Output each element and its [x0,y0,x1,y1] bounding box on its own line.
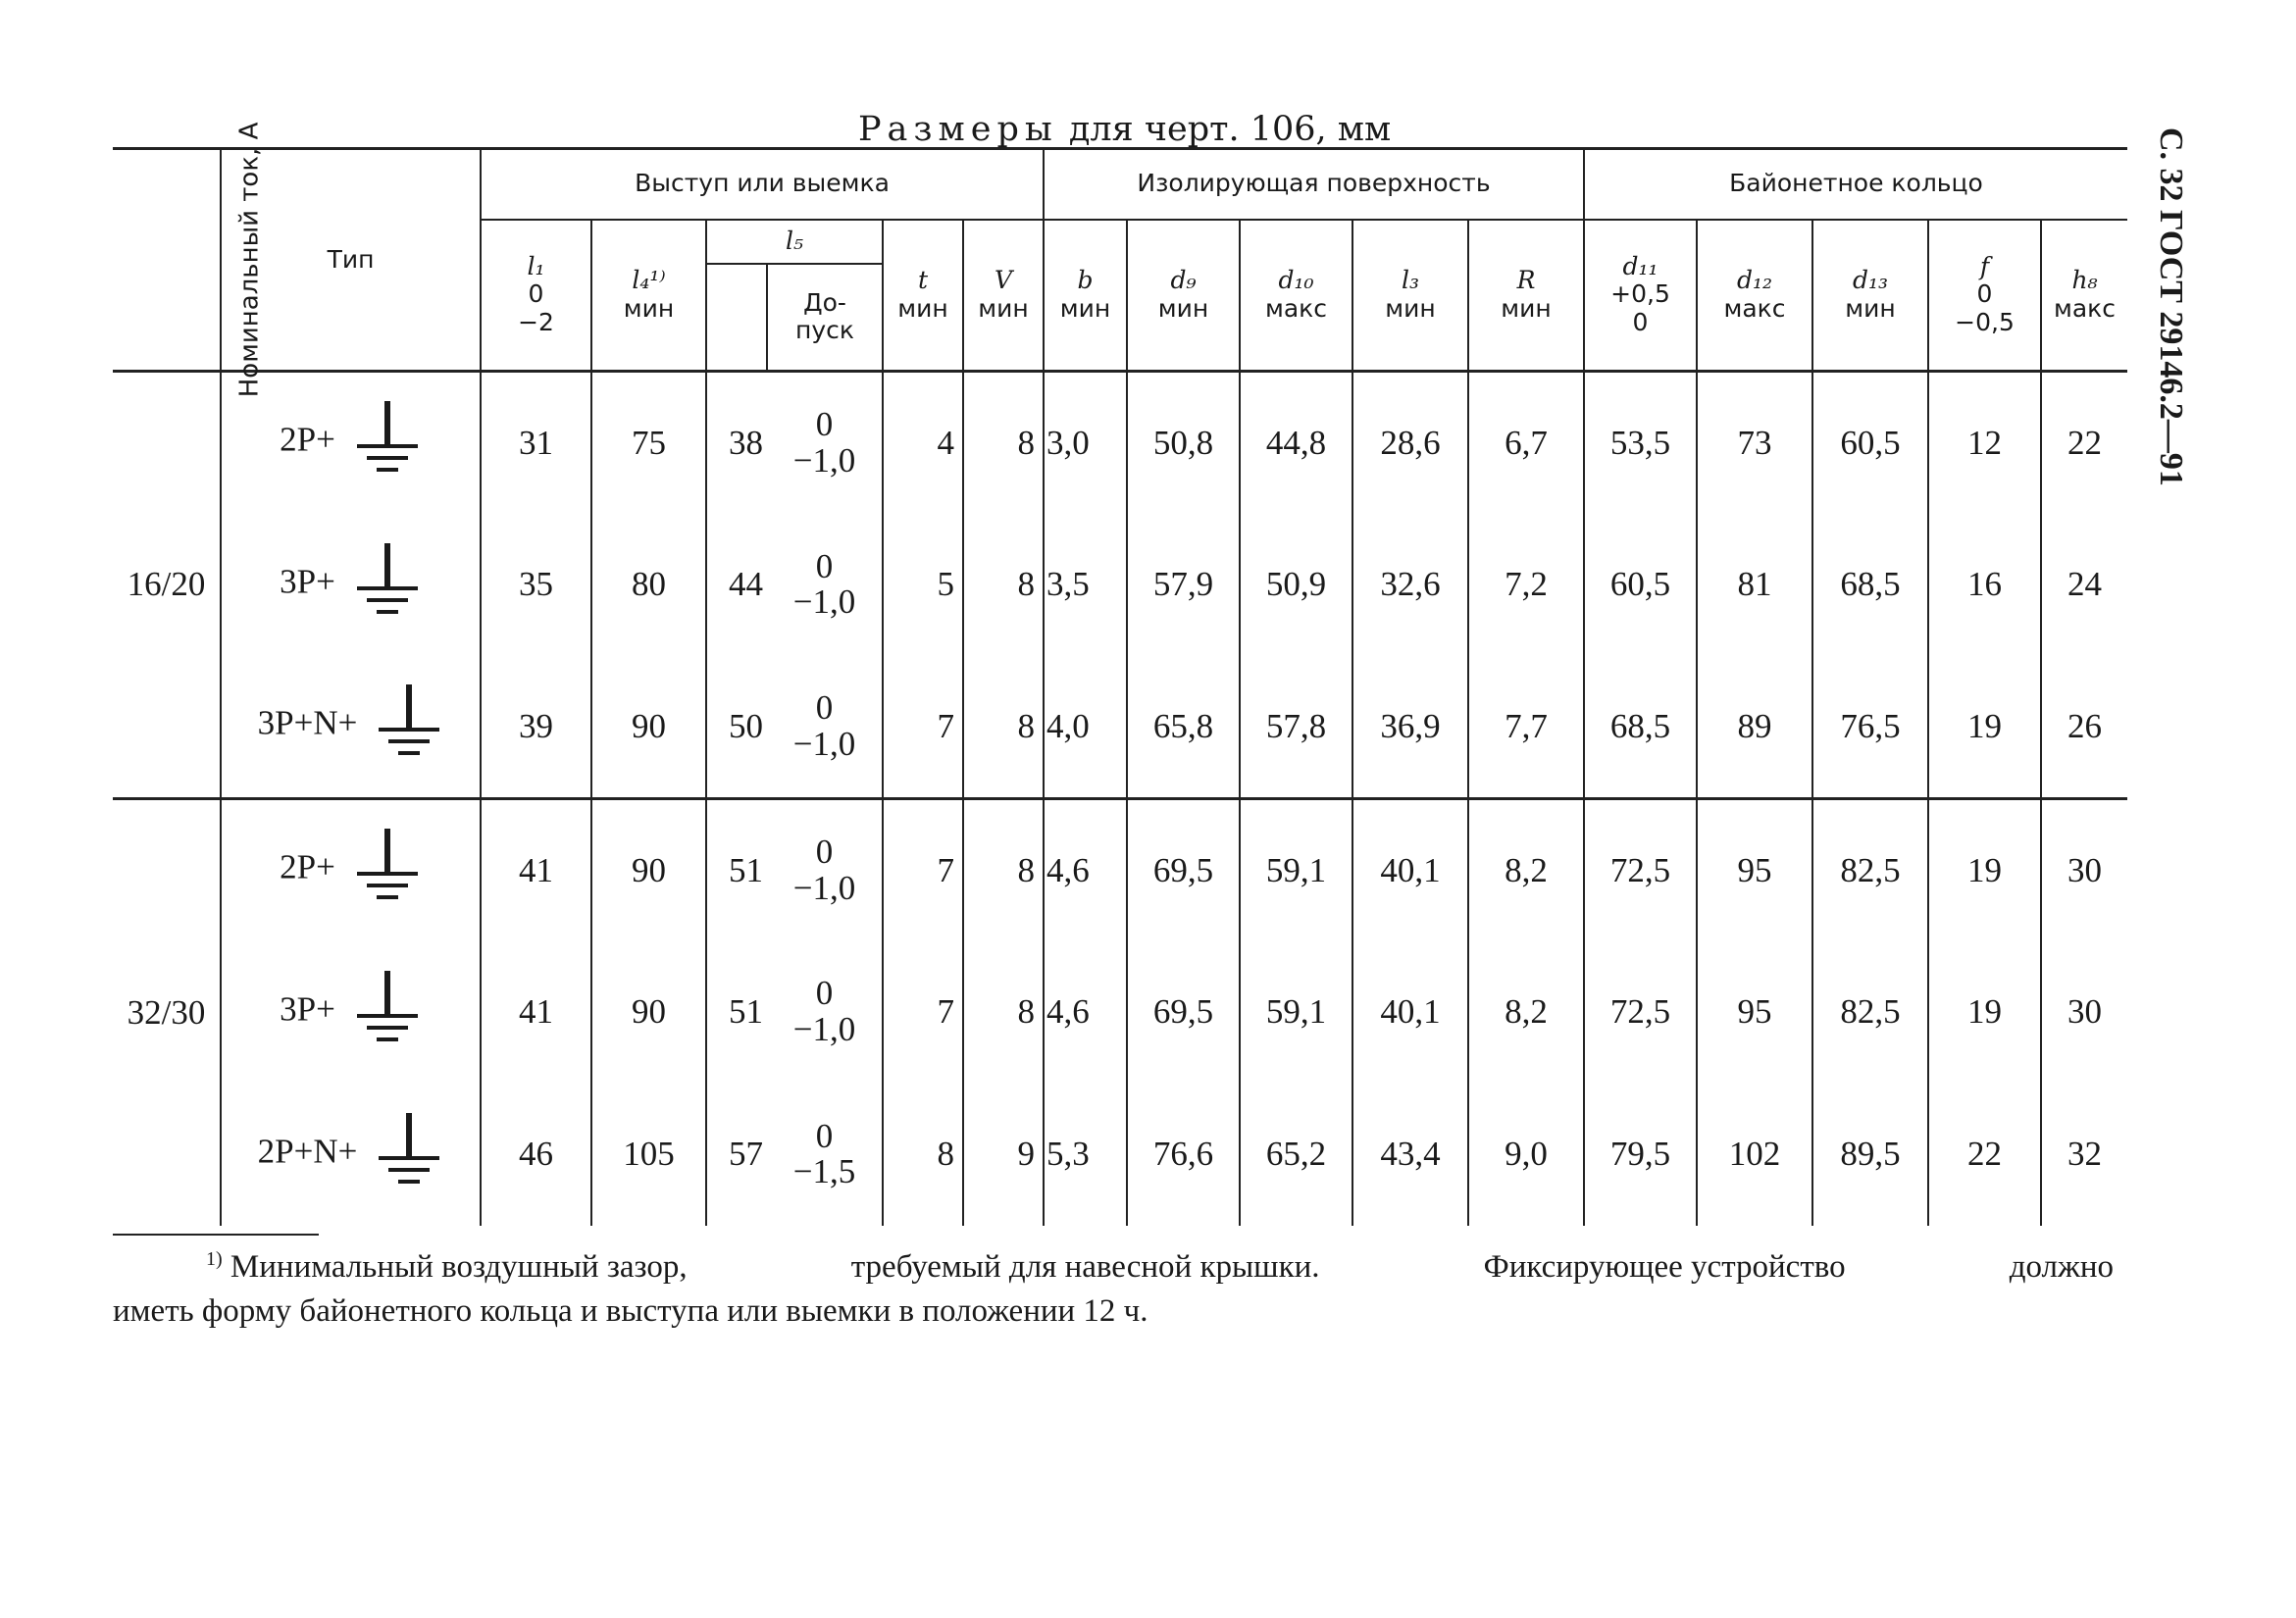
d10-cell: 50,9 [1240,514,1352,656]
b-symbol: b [1077,266,1094,294]
l4-cell: 90 [591,941,706,1084]
l4-cell: 75 [591,372,706,514]
r-cell: 8,2 [1468,798,1584,940]
l4-cell: 80 [591,514,706,656]
d12-cell: 81 [1697,514,1812,656]
d12-cell: 95 [1697,941,1812,1084]
v-cell: 8 [963,798,1044,940]
l3-cell: 43,4 [1352,1084,1468,1226]
table-row [113,514,2127,656]
d9-cell: 69,5 [1127,941,1240,1084]
type-label: 2P+ [280,420,335,459]
d12-cell: 73 [1697,372,1812,514]
footnote-line-2: иметь форму байонетного кольца и выступа или выемки в положении 12 ч. [113,1292,1148,1329]
d13-unit: мин [1845,293,1896,323]
type-cell [221,514,481,656]
group-bayonet-header: Байонетное кольцо [1584,149,2127,220]
d13-cell: 76,5 [1812,656,1928,798]
column-l5-value [706,264,767,372]
earth-icon [353,827,422,914]
column-l1 [481,220,591,372]
t-cell: 7 [883,798,963,940]
d10-cell: 59,1 [1240,798,1352,940]
v-symbol: V [994,266,1013,294]
group-protrusion-header: Выступ или выемка [481,149,1044,220]
l5-cell: 51 [706,941,767,1084]
footnote [113,1245,2114,1333]
d9-cell: 76,6 [1127,1084,1240,1226]
l1-cell: 31 [481,372,591,514]
l5-cell: 51 [706,798,767,940]
h8-unit: макс [2053,293,2117,323]
d13-cell: 89,5 [1812,1084,1928,1226]
l4-cell: 105 [591,1084,706,1226]
d11-cell: 79,5 [1584,1084,1697,1226]
earth-icon [353,969,422,1056]
t-symbol: t [917,266,929,294]
b-cell: 4,0 [1044,656,1127,798]
l3-cell: 36,9 [1352,656,1468,798]
table-row [113,798,2127,940]
d13-symbol: d₁₃ [1852,266,1889,294]
type-label: 3P+ [280,562,335,601]
earth-icon-svg [375,1111,443,1189]
f-cell: 19 [1928,941,2041,1084]
footnote-part-a: Минимальный воздушный зазор, [230,1249,688,1285]
standard-reference: С. 32 ГОСТ 29146.2—91 [2153,127,2189,486]
l4-unit: мин [623,293,675,323]
t-cell: 4 [883,372,963,514]
d10-cell: 44,8 [1240,372,1352,514]
type-label: 2P+ [280,847,335,886]
l1-symbol: l₁ [527,251,545,280]
f-cell: 16 [1928,514,2041,656]
column-h8 [2041,220,2127,372]
t-cell: 7 [883,941,963,1084]
r-cell: 7,2 [1468,514,1584,656]
l1-cell: 39 [481,656,591,798]
l4-symbol: l₄¹⁾ [632,266,666,294]
d13-cell: 82,5 [1812,798,1928,940]
l5-symbol: l₅ [785,226,804,255]
d12-cell: 89 [1697,656,1812,798]
d9-cell: 50,8 [1127,372,1240,514]
h8-cell: 32 [2041,1084,2127,1226]
d9-symbol: d₉ [1170,266,1197,294]
h8-cell: 24 [2041,514,2127,656]
type-label: 3P+N+ [257,703,358,742]
l3-cell: 40,1 [1352,798,1468,940]
l1-cell: 46 [481,1084,591,1226]
d13-cell: 60,5 [1812,372,1928,514]
footnote-part-b: требуемый для навесной крышки. [850,1249,1320,1285]
column-d13 [1812,220,1928,372]
table-title-rest: для черт. 106, мм [1068,110,1392,149]
d13-cell: 68,5 [1812,514,1928,656]
tol-cell: 0 −1,0 [792,974,856,1049]
r-symbol: R [1516,266,1536,294]
f-symbol: f [1979,251,1990,280]
t-unit: мин [897,293,948,323]
b-cell: 4,6 [1044,941,1127,1084]
earth-icon-svg [375,683,443,761]
f-cell: 12 [1928,372,2041,514]
f-cell: 19 [1928,656,2041,798]
l1-cell: 41 [481,798,591,940]
d10-cell: 57,8 [1240,656,1352,798]
tol-cell: 0 −1,0 [792,832,856,907]
group-insulating-header: Изолирующая поверхность [1044,149,1584,220]
l5-cell: 38 [706,372,767,514]
type-cell [221,798,481,940]
h8-cell: 26 [2041,656,2127,798]
footnote-rule [113,1234,319,1236]
type-label: 2P+N+ [257,1132,358,1171]
footnote-text-a [206,1245,688,1289]
d11-symbol: d₁₁ [1622,251,1658,280]
table-body [113,372,2127,1227]
h8-symbol: h₈ [2071,266,2098,294]
d10-symbol: d₁₀ [1278,266,1314,294]
t-cell: 8 [883,1084,963,1226]
t-cell: 7 [883,656,963,798]
v-cell: 8 [963,514,1044,656]
h8-cell: 30 [2041,941,2127,1084]
nominal-current-cell: 32/30 [127,992,206,1032]
earth-icon [375,1111,443,1198]
table-title-main: Размеры [858,110,1058,149]
earth-icon-svg [353,541,422,620]
l3-symbol: l₃ [1401,266,1420,294]
l3-unit: мин [1385,293,1436,323]
l4-cell: 90 [591,656,706,798]
v-cell: 8 [963,656,1044,798]
column-l5-tolerance [767,264,883,372]
earth-icon [375,683,443,770]
tol-cell: 0 −1,0 [792,546,856,622]
v-cell: 8 [963,941,1044,1084]
d10-unit: макс [1264,293,1328,323]
f-cell: 22 [1928,1084,2041,1226]
l5-cell: 57 [706,1084,767,1226]
tol-cell: 0 −1,0 [767,656,883,798]
d10-cell: 59,1 [1240,941,1352,1084]
d9-unit: мин [1157,293,1209,323]
b-cell: 5,3 [1044,1084,1127,1226]
b-cell: 4,6 [1044,798,1127,940]
table-title [858,110,1391,149]
table-row [113,1084,2127,1226]
footnote-line-1 [113,1245,2114,1289]
d9-cell: 65,8 [1127,656,1240,798]
d12-cell: 95 [1697,798,1812,940]
d11-cell: 53,5 [1584,372,1697,514]
l5-cell: 44 [706,514,767,656]
d12-unit: макс [1723,293,1786,323]
d10-cell: 65,2 [1240,1084,1352,1226]
d9-cell: 57,9 [1127,514,1240,656]
v-unit: мин [978,293,1029,323]
column-d11 [1584,220,1697,372]
page-header-vertical [2150,127,2209,569]
earth-icon [353,541,422,629]
column-d12 [1697,220,1812,372]
nominal-current-label: Номинальный ток, А [234,122,265,398]
earth-icon-svg [353,399,422,478]
column-r [1468,220,1584,372]
r-unit: мин [1501,293,1552,323]
f-tolerance: 0 −0,5 [1955,279,2015,337]
h8-cell: 30 [2041,798,2127,940]
d11-cell: 72,5 [1584,798,1697,940]
d9-cell: 69,5 [1127,798,1240,940]
l3-cell: 40,1 [1352,941,1468,1084]
earth-icon-svg [353,969,422,1047]
r-cell: 8,2 [1468,941,1584,1084]
tol-cell: 0 −1,5 [792,1116,856,1191]
t-cell: 5 [883,514,963,656]
tol-cell: 0 −1,0 [792,405,856,480]
l1-tolerance: 0 −2 [518,279,554,337]
d12-symbol: d₁₂ [1736,266,1773,294]
footnote-mark: 1) [206,1248,223,1270]
type-cell [221,941,481,1084]
column-b [1044,220,1127,372]
table-row [113,372,2127,514]
r-cell: 6,7 [1468,372,1584,514]
b-unit: мин [1059,293,1111,323]
earth-icon-svg [353,827,422,905]
column-t [883,220,963,372]
l5-tolerance-label: До- пуск [795,287,854,345]
d12-cell: 102 [1697,1084,1812,1226]
table-row [113,656,2127,798]
column-d10 [1240,220,1352,372]
nominal-current-cell: 16/20 [113,372,221,799]
l5-cell: 50 [706,656,767,798]
column-l5 [706,220,883,264]
d11-cell: 72,5 [1584,941,1697,1084]
l3-cell: 28,6 [1352,372,1468,514]
column-type: Тип [221,149,481,372]
r-cell: 9,0 [1468,1084,1584,1226]
column-l3 [1352,220,1468,372]
r-cell: 7,7 [1468,656,1584,798]
type-cell [221,1084,481,1226]
table-row [113,941,2127,1084]
earth-icon [353,399,422,486]
type-label: 3P+ [280,989,335,1029]
footnote-part-c: Фиксирующее устройство [1483,1249,1846,1285]
column-v [963,220,1044,372]
v-cell: 8 [963,372,1044,514]
d11-cell: 60,5 [1584,514,1697,656]
l3-cell: 32,6 [1352,514,1468,656]
d11-cell: 68,5 [1584,656,1697,798]
type-cell [221,656,481,798]
d11-tolerance: +0,5 0 [1610,279,1670,337]
d13-cell: 82,5 [1812,941,1928,1084]
b-cell: 3,5 [1044,514,1127,656]
v-cell: 9 [963,1084,1044,1226]
l1-cell: 35 [481,514,591,656]
column-nominal-current [113,122,265,398]
b-cell: 3,0 [1044,372,1127,514]
column-l4 [591,220,706,372]
f-cell: 19 [1928,798,2041,940]
column-f [1928,220,2041,372]
l1-cell: 41 [481,941,591,1084]
l4-cell: 90 [591,798,706,940]
footnote-part-d: должно [2009,1249,2114,1285]
column-d9 [1127,220,1240,372]
h8-cell: 22 [2041,372,2127,514]
